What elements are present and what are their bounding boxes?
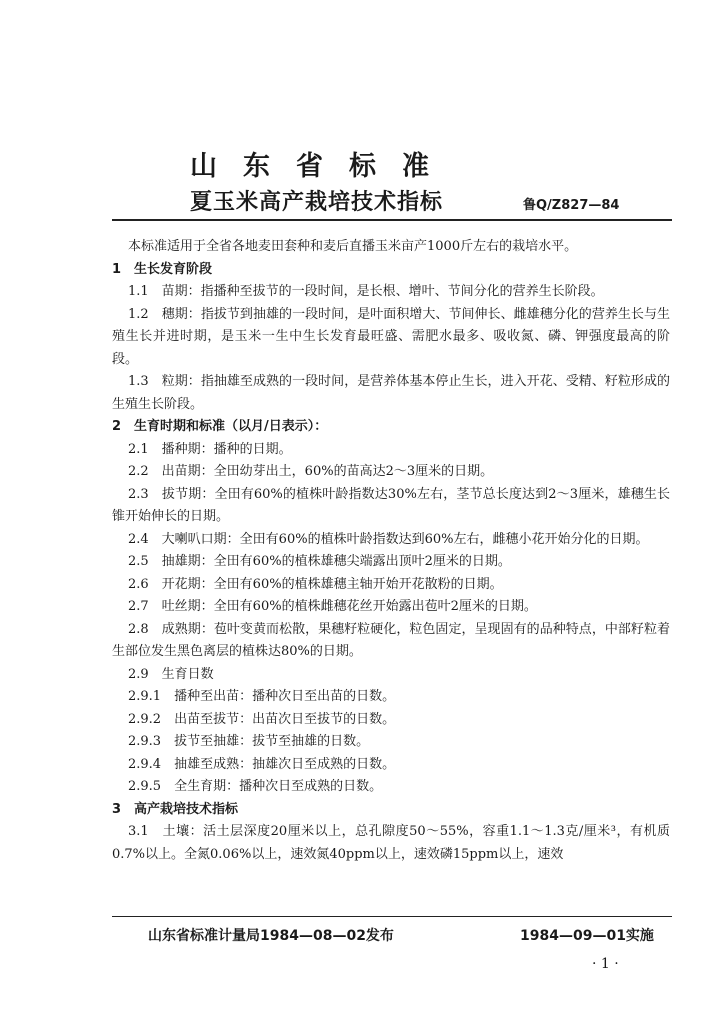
page-number: · 1 ·: [592, 956, 619, 972]
document-subtitle: 夏玉米高产栽培技术指标: [190, 190, 444, 215]
standard-title: 山东省标准: [190, 151, 455, 182]
standard-code: 鲁Q/Z827—84: [523, 198, 620, 213]
paragraph-2-9-3: 2.9.3 拔节至抽雄：拔节至抽雄的日数。: [128, 734, 370, 749]
paragraph-2-9: 2.9 生育日数: [128, 666, 214, 682]
paragraph-2-1: 2.1 播种期：播种的日期。: [128, 441, 292, 457]
paragraph-3-1: 3.1 土壤：活土层深度20厘米以上，总孔隙度50～55%，容重1.1～1.3克/厘米³，有机质0.7%以上。全氮0.06%以上，速效氮40ppm以上，速效磷15ppm以上，速效: [112, 824, 670, 862]
paragraph-2-2: 2.2 出苗期：全田幼芽出土，60%的苗高达2～3厘米的日期。: [128, 464, 494, 479]
section-heading-1: 1 生长发育阶段: [112, 261, 213, 277]
section-heading-2: 2 生育时期和标准（以月/日表示）：: [112, 419, 328, 434]
bottom-divider: [112, 916, 672, 917]
paragraph-2-7: 2.7 吐丝期：全田有60%的植株雌穗花丝开始露出苞叶2厘米的日期。: [128, 599, 537, 614]
paragraph-2-5: 2.5 抽雄期：全田有60%的植株雄穗尖端露出顶叶2厘米的日期。: [128, 554, 511, 569]
paragraph-2-4: 2.4 大喇叭口期：全田有60%的植株叶龄指数达到60%左右，雌穗小花开始分化的日期。: [128, 531, 649, 547]
paragraph-1-2: 1.2 穗期：指拔节到抽雄的一段时间，是叶面积增大、节间伸长、雌雄穗分化的营养生长与生殖生长并进时期，是玉米一生中生长发育最旺盛、需肥水最多、吸收氮、磷、钾强度最高的阶段。: [112, 306, 670, 367]
paragraph-2-9-1: 2.9.1 播种至出苗：播种次日至出苗的日数。: [128, 689, 396, 704]
section-heading-3: 3 高产栽培技术指标: [112, 801, 239, 817]
issue-date: 山东省标准计量局1984—08—02发布: [148, 928, 394, 944]
paragraph-2-6: 2.6 开花期：全田有60%的植株雄穗主轴开始开花散粉的日期。: [128, 576, 503, 592]
paragraph-2-9-2: 2.9.2 出苗至拔节：出苗次日至拔节的日数。: [128, 711, 396, 727]
effective-date: 1984—09—01实施: [520, 928, 654, 944]
paragraph-2-9-4: 2.9.4 抽雄至成熟：抽雄次日至成熟的日数。: [128, 756, 396, 772]
paragraph-1-1: 1.1 苗期：指播种至拔节的一段时间，是长根、增叶、节间分化的营养生长阶段。: [128, 284, 604, 299]
document-body: [112, 236, 670, 866]
paragraph-2-3: 2.3 拔节期：全田有60%的植株叶龄指数达30%左右，茎节总长度达到2～3厘米，雄穗生长锥开始伸长的日期。: [112, 486, 670, 524]
scope-paragraph: 本标准适用于全省各地麦田套种和麦后直播玉米亩产1000斤左右的栽培水平。: [128, 239, 578, 254]
top-divider: [112, 219, 672, 221]
paragraph-2-8: 2.8 成熟期：苞叶变黄而松散，果穗籽粒硬化，粒色固定，呈现固有的品种特点，中部籽粒着生部位发生黑色离层的植株达80%的日期。: [112, 621, 670, 659]
paragraph-2-9-5: 2.9.5 全生育期：播种次日至成熟的日数。: [128, 779, 383, 794]
paragraph-1-3: 1.3 粒期：指抽雄至成熟的一段时间，是营养体基本停止生长，进入开花、受精、籽粒形成的生殖生长阶段。: [112, 374, 670, 412]
